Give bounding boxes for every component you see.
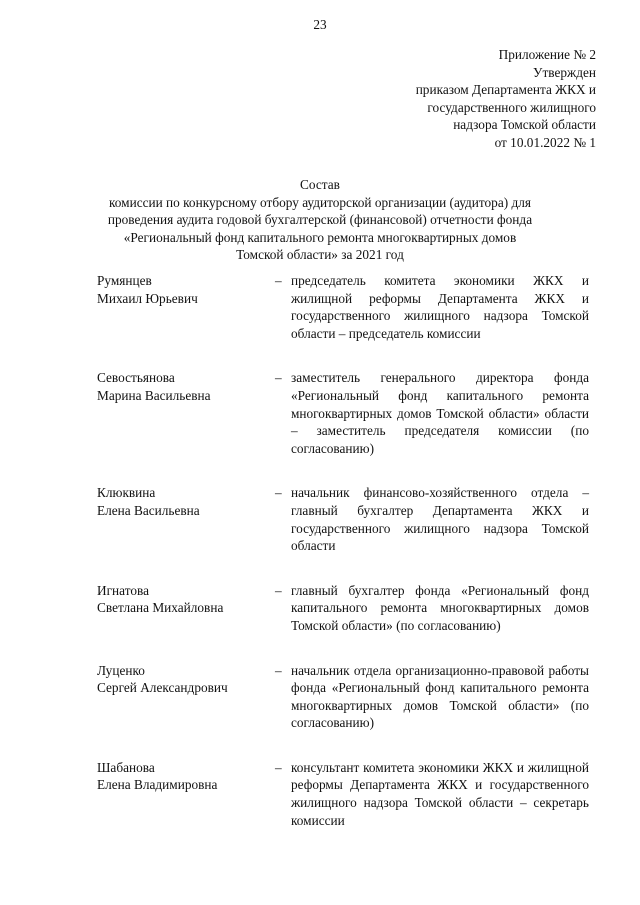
member-role: председатель комитета экономики ЖКХ и жилищной реформы Департамента ЖКХ и государственного жилищного надзора Томской области – председатель комиссии (291, 273, 589, 341)
approval-date-line: от 10.01.2022 № 1 (494, 134, 596, 150)
heading-line: Томской области» за 2021 год (236, 247, 404, 263)
member-row (97, 272, 589, 342)
approval-block (416, 46, 596, 152)
approval-region-line: надзора Томской области (453, 117, 596, 133)
approval-order-line: приказом Департамента ЖКХ и (415, 82, 596, 98)
member-given-names: Светлана Михайловна (97, 600, 224, 616)
member-name (97, 484, 275, 519)
member-surname: Шабанова (97, 759, 155, 775)
member-surname: Игнатова (97, 582, 150, 598)
member-role: консультант комитета экономики ЖКХ и жилищной реформы Департамента ЖКХ и государственного жилищного надзора Томской области – секретарь комиссии (291, 759, 589, 828)
member-surname: Севостьянова (97, 370, 175, 386)
member-given-names: Елена Владимировна (97, 777, 218, 793)
document-heading (60, 176, 580, 264)
member-name (97, 759, 275, 794)
member-dash: – (275, 759, 282, 775)
member-name (97, 272, 275, 307)
heading-line: «Региональный фонд капитального ремонта многоквартирных домов (123, 229, 517, 245)
member-given-names: Михаил Юрьевич (97, 290, 198, 306)
heading-line: комиссии по конкурсному отбору аудиторской организации (аудитора) для (108, 194, 531, 210)
member-dash: – (275, 370, 282, 386)
member-role: начальник отдела организационно-правовой работы фонда «Региональный фонд капитального ремонта многоквартирных домов Томской области» (по согласованию) (291, 662, 589, 731)
member-row (97, 759, 589, 829)
member-given-names: Марина Васильевна (97, 387, 211, 403)
member-role: начальник финансово-хозяйственного отдела – главный бухгалтер Департамента ЖКХ и государственного жилищного надзора Томской области (291, 485, 589, 554)
member-row (97, 582, 589, 635)
approval-department-line: государственного жилищного (427, 99, 596, 115)
member-dash: – (275, 662, 282, 678)
member-row (97, 662, 589, 732)
heading-title: Состав (300, 177, 340, 192)
approval-approved-line: Утвержден (533, 64, 596, 80)
member-dash: – (275, 273, 282, 288)
member-dash: – (275, 485, 282, 501)
approval-appendix-line: Приложение № 2 (498, 47, 596, 62)
member-surname: Луценко (97, 662, 145, 678)
member-dash: – (275, 582, 282, 598)
member-name (97, 662, 275, 697)
member-row (97, 484, 589, 554)
member-role: главный бухгалтер фонда «Региональный фонд капитального ремонта многоквартирных домов Томской области» (по согласованию) (291, 582, 589, 633)
member-name (97, 369, 275, 404)
member-surname: Клюквина (97, 485, 156, 501)
commission-members-list (97, 272, 589, 829)
member-name (97, 582, 275, 617)
heading-line: проведения аудита годовой бухгалтерской (финансовой) отчетности фонда (107, 212, 533, 228)
member-row (97, 369, 589, 457)
member-given-names: Сергей Александрович (97, 680, 228, 696)
member-surname: Румянцев (97, 273, 152, 288)
member-given-names: Елена Васильевна (97, 502, 200, 518)
page-number: 23 (313, 17, 327, 32)
member-role: заместитель генерального директора фонда «Региональный фонд капитального ремонта многоквартирных домов Томской области» области – заместитель председателя комиссии (по согласованию) (291, 370, 589, 456)
